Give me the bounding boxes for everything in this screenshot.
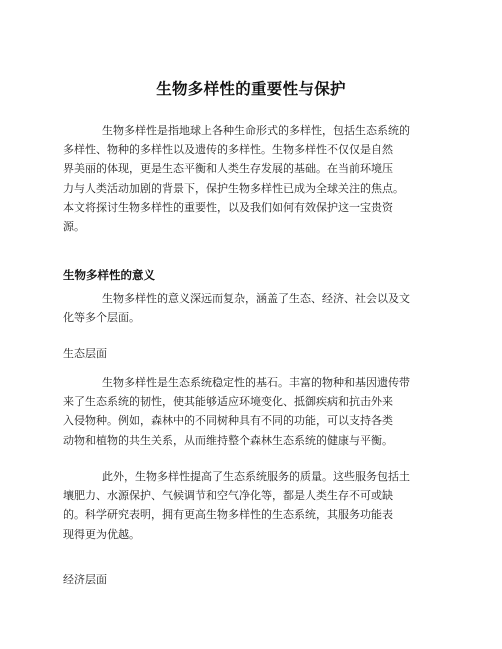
document-title: 生物多样性的重要性与保护 xyxy=(156,80,346,98)
paragraph-line: 此外，生物多样性提高了生态系统服务的质量。这些服务包括土 xyxy=(102,470,410,483)
paragraph-line: 生物多样性的意义深远而复杂，涵盖了生态、经济、社会以及文 xyxy=(102,292,410,305)
paragraph-line: 来了生态系统的韧性，使其能够适应环境变化、抵御疾病和抗击外来 xyxy=(63,395,393,409)
meaning-paragraph xyxy=(63,289,443,327)
paragraph-line: 生物多样性是生态系统稳定性的基石。丰富的物种和基因遗传带 xyxy=(102,376,410,389)
subheading-economy: 经济层面 xyxy=(63,573,107,586)
paragraph-line: 化等多个层面。 xyxy=(63,311,140,325)
paragraph-line: 现得更为优越。 xyxy=(63,527,140,541)
paragraph-line: 壤肥力、水源保护、气候调节和空气净化等，都是人类生存不可或缺 xyxy=(63,489,393,503)
paragraph-line: 动物和植物的共生关系，从而维持整个森林生态系统的健康与平衡。 xyxy=(63,433,393,447)
paragraph-line: 界美丽的体现，更是生态平衡和人类生存发展的基础。在当前环境压 xyxy=(63,162,393,176)
intro-paragraph xyxy=(63,121,443,236)
section-heading-meaning: 生物多样性的意义 xyxy=(63,268,155,282)
paragraph-line: 源。 xyxy=(63,220,85,234)
ecology-paragraph-1 xyxy=(63,373,443,450)
ecology-paragraph-2 xyxy=(63,467,443,544)
paragraph-line: 入侵物种。例如，森林中的不同树种具有不同的功能，可以支持各类 xyxy=(63,414,393,428)
paragraph-line: 生物多样性是指地球上各种生命形式的多样性，包括生态系统的 xyxy=(102,124,410,137)
paragraph-line: 多样性、物种的多样性以及遗传的多样性。生物多样性不仅仅是自然 xyxy=(63,143,393,157)
paragraph-line: 本文将探讨生物多样性的重要性，以及我们如何有效保护这一宝贵资 xyxy=(63,200,393,214)
subheading-ecology: 生态层面 xyxy=(63,347,107,360)
paragraph-line: 力与人类活动加剧的背景下，保护生物多样性已成为全球关注的焦点。 xyxy=(63,181,404,195)
paragraph-line: 的。科学研究表明，拥有更高生物多样性的生态系统，其服务功能表 xyxy=(63,508,393,522)
